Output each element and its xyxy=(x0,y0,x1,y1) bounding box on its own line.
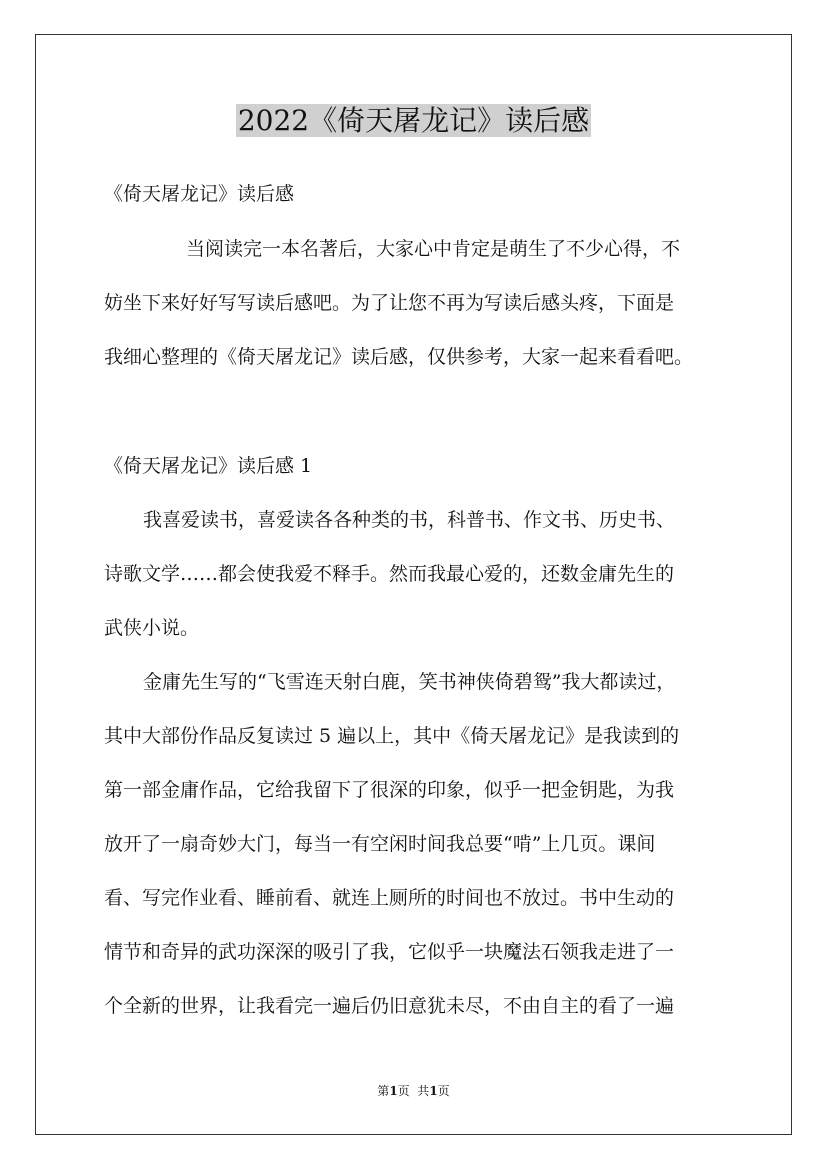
intro-line-3: 我细心整理的《倚天屠龙记》读后感，仅供参考，大家一起来看看吧。 xyxy=(104,346,694,368)
page-footer xyxy=(0,1083,827,1099)
document-title-text: 2022《倚天屠龙记》读后感 xyxy=(237,104,590,137)
intro-line-2: 妨坐下来好好写写读后感吧。为了让您不再为写读后感头疼，下面是 xyxy=(104,292,675,314)
section-heading: 《倚天屠龙记》读后感 1 xyxy=(104,455,313,477)
footer-page-number: 1 xyxy=(389,1084,398,1098)
footer-page-mid: 页 共 xyxy=(397,1084,430,1098)
paragraph2-line-2: 其中大部份作品反复读过 5 遍以上，其中《倚天屠龙记》是我读到的 xyxy=(104,725,680,747)
paragraph2-line-6: 情节和奇异的武功深深的吸引了我，它似乎一块魔法石领我走进了一 xyxy=(104,941,675,963)
intro-line-1: 当阅读完一本名著后，大家心中肯定是萌生了不少心得，不 xyxy=(186,238,681,260)
document-subtitle: 《倚天屠龙记》读后感 xyxy=(104,183,295,205)
paragraph1-line-1: 我喜爱读书，喜爱读各各种类的书，科普书、作文书、历史书、 xyxy=(143,509,676,531)
paragraph2-line-3: 第一部金庸作品，它给我留下了很深的印象，似乎一把金钥匙，为我 xyxy=(104,779,675,801)
document-title xyxy=(0,101,827,141)
footer-total-pages: 1 xyxy=(429,1084,438,1098)
paragraph1-line-3: 武侠小说。 xyxy=(104,617,200,639)
paragraph2-line-4: 放开了一扇奇妙大门，每当一有空闲时间我总要“啃”上几页。课间 xyxy=(104,833,656,855)
paragraph2-line-1: 金庸先生写的“飞雪连天射白鹿，笑书神侠倚碧鸳”我大都读过， xyxy=(143,671,676,693)
footer-page-prefix: 第 xyxy=(377,1084,390,1098)
paragraph2-line-5: 看、写完作业看、睡前看、就连上厕所的时间也不放过。书中生动的 xyxy=(104,887,675,909)
paragraph1-line-2: 诗歌文学……都会使我爱不释手。然而我最心爱的，还数金庸先生的 xyxy=(104,563,675,585)
paragraph2-line-7: 个全新的世界，让我看完一遍后仍旧意犹未尽，不由自主的看了一遍 xyxy=(104,995,675,1017)
footer-page-suffix: 页 xyxy=(437,1084,450,1098)
